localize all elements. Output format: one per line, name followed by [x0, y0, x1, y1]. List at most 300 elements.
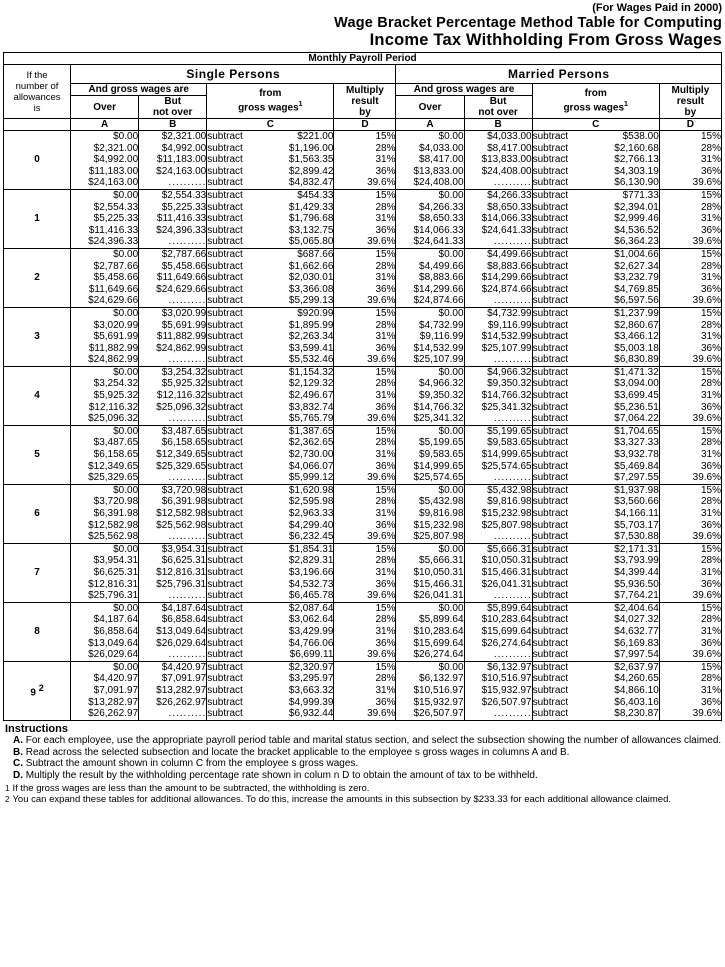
cell-notover: $7,091.97 [161, 673, 207, 685]
cell-over: $24,874.66 [413, 295, 464, 307]
cell-notover: $14,299.66 [481, 272, 532, 284]
col-d [659, 248, 721, 307]
cell-subtract: subtract $1,237.99 [532, 307, 659, 319]
cell-rate: 28% [700, 260, 721, 272]
cell-rate: 15% [700, 602, 721, 614]
cell-rate: 36% [375, 519, 396, 531]
instructions-block [3, 724, 722, 782]
cell-subtract: subtract $6,169.83 [532, 637, 659, 649]
table-row [4, 543, 722, 602]
cell-notover: $26,507.97 [481, 696, 532, 708]
cell-subtract: subtract $2,595.98 [207, 496, 334, 508]
cell-subtract: subtract $920.99 [207, 307, 334, 319]
single-over-header: Over [71, 96, 139, 119]
cell-subtract: subtract $4,866.10 [532, 684, 659, 696]
cell-rate: 28% [700, 142, 721, 154]
cell-over: $3,487.65 [93, 437, 139, 449]
cell-notover: $3,487.65 [161, 425, 207, 437]
cell-rate: 31% [375, 331, 396, 343]
cell-rate: 36% [375, 283, 396, 295]
cell-rate: 15% [375, 661, 396, 673]
cell-notover: $25,796.31 [156, 578, 207, 590]
cell-subtract: subtract $2,829.31 [207, 555, 334, 567]
cell-subtract: subtract $3,295.97 [207, 673, 334, 685]
cell-over: $24,163.00 [88, 177, 139, 189]
cell-subtract: subtract $3,366.08 [207, 283, 334, 295]
col-a [396, 131, 464, 190]
cell-notover-dots: .......... [168, 590, 207, 602]
cell-subtract: subtract $6,130.90 [532, 177, 659, 189]
cell-rate: 28% [700, 614, 721, 626]
col-a [396, 425, 464, 484]
table-row [4, 425, 722, 484]
col-letter-single-b: B [139, 119, 207, 131]
table-row [4, 661, 722, 720]
cell-notover: $6,391.98 [161, 496, 207, 508]
cell-over: $25,329.65 [88, 472, 139, 484]
cell-notover: $26,029.64 [156, 637, 207, 649]
cell-rate: 15% [375, 484, 396, 496]
allowance-count: 2 [4, 248, 71, 307]
cell-rate: 15% [375, 602, 396, 614]
cell-notover: $14,066.33 [481, 213, 532, 225]
cell-subtract: subtract $6,699.11 [207, 649, 334, 661]
cell-subtract: subtract $3,663.32 [207, 684, 334, 696]
col-d [334, 543, 396, 602]
cell-over: $4,266.33 [419, 201, 464, 213]
cell-notover: $4,499.66 [487, 248, 532, 260]
cell-subtract: subtract $2,627.34 [532, 260, 659, 272]
col-letter-single-a: A [71, 119, 139, 131]
col-a [396, 307, 464, 366]
cell-over: $15,699.64 [413, 637, 464, 649]
header-line-year: (For Wages Paid in 2000) [592, 2, 722, 14]
cell-notover: $12,582.98 [156, 508, 207, 519]
cell-rate: 36% [375, 224, 396, 236]
col-a [71, 484, 139, 543]
cell-notover: $6,158.65 [161, 437, 207, 449]
cell-rate: 28% [700, 437, 721, 449]
cell-subtract: subtract $1,429.33 [207, 201, 334, 213]
cell-notover: $26,274.64 [481, 637, 532, 649]
cell-over: $0.00 [113, 661, 139, 673]
cell-over: $13,282.97 [88, 696, 139, 708]
cell-subtract: subtract $3,062.64 [207, 614, 334, 626]
cell-rate: 36% [375, 637, 396, 649]
cell-over: $11,649.66 [88, 283, 139, 295]
col-c [532, 131, 659, 190]
cell-over: $6,158.65 [93, 449, 139, 461]
cell-rate: 36% [700, 401, 721, 413]
cell-subtract: subtract $4,399.44 [532, 566, 659, 578]
cell-notover-dots: .......... [168, 354, 207, 366]
cell-subtract: subtract $4,260.65 [532, 673, 659, 685]
cell-over: $12,582.98 [88, 519, 139, 531]
col-d [334, 248, 396, 307]
cell-rate: 28% [700, 378, 721, 390]
col-d [659, 425, 721, 484]
cell-notover: $24,629.66 [156, 283, 207, 295]
cell-rate: 36% [700, 165, 721, 177]
cell-over: $12,349.65 [88, 460, 139, 472]
cell-over: $15,466.31 [413, 578, 464, 590]
cell-over: $4,420.97 [93, 673, 139, 685]
instruction-item: B. Read across the selected subsection and locate the bracket applicable to the employee s gross wages in columns A and B. [13, 746, 570, 758]
cell-subtract: subtract $5,999.12 [207, 472, 334, 484]
cell-notover: $5,925.32 [161, 378, 207, 390]
allowance-count: 9 $^2$ [4, 661, 71, 720]
col-c [207, 602, 334, 661]
cell-subtract: subtract $6,597.56 [532, 295, 659, 307]
allowance-count: 6 [4, 484, 71, 543]
cell-notover: $11,416.33 [156, 213, 207, 225]
cell-rate: 39.6% [367, 236, 396, 248]
cell-subtract: subtract $7,064.22 [532, 413, 659, 425]
col-d [659, 602, 721, 661]
header-line-title1: Wage Bracket Percentage Method Table for Computing [334, 15, 722, 31]
cell-over: $0.00 [113, 484, 139, 496]
col-c [532, 543, 659, 602]
cell-subtract: subtract $2,860.67 [532, 319, 659, 331]
cell-over: $13,833.00 [413, 165, 464, 177]
cell-notover-dots: .......... [493, 177, 532, 189]
cell-over: $0.00 [113, 425, 139, 437]
cell-subtract: subtract $5,003.18 [532, 342, 659, 354]
cell-rate: 31% [375, 154, 396, 166]
cell-over: $5,432.98 [419, 496, 464, 508]
cell-over: $2,554.33 [93, 201, 139, 213]
cell-over: $11,882.99 [88, 342, 139, 354]
cell-over: $10,283.64 [413, 625, 464, 637]
col-b [139, 248, 207, 307]
cell-over: $24,629.66 [88, 295, 139, 307]
cell-notover: $25,329.65 [156, 460, 207, 472]
cell-notover: $9,350.32 [487, 378, 532, 390]
cell-subtract: subtract $5,936.50 [532, 578, 659, 590]
cell-over: $25,796.31 [88, 590, 139, 602]
cell-notover: $13,049.64 [156, 625, 207, 637]
cell-rate: 28% [700, 319, 721, 331]
cell-notover: $13,282.97 [156, 684, 207, 696]
cell-rate: 31% [375, 566, 396, 578]
col-a [71, 661, 139, 720]
cell-subtract: subtract $1,196.00 [207, 142, 334, 154]
cell-notover: $12,816.31 [156, 566, 207, 578]
cell-subtract: subtract $3,793.99 [532, 555, 659, 567]
col-a [71, 248, 139, 307]
cell-subtract: subtract $3,094.00 [532, 378, 659, 390]
cell-notover: $10,516.97 [481, 673, 532, 685]
single-notover-header: But not over [139, 96, 207, 119]
cell-over: $5,666.31 [419, 555, 464, 567]
col-c [207, 543, 334, 602]
col-b [464, 307, 532, 366]
col-b [464, 366, 532, 425]
cell-rate: 36% [375, 401, 396, 413]
cell-notover-dots: .......... [493, 590, 532, 602]
cell-notover: $2,554.33 [161, 189, 207, 201]
instruction-item: C. Subtract the amount shown in column C from the employee s gross wages. [13, 758, 359, 770]
empty-corner [4, 119, 71, 131]
cell-over: $9,583.65 [419, 449, 464, 461]
cell-subtract: subtract $6,932.44 [207, 708, 334, 720]
cell-subtract: subtract $5,765.79 [207, 413, 334, 425]
cell-rate: 28% [700, 496, 721, 508]
cell-over: $0.00 [113, 131, 139, 142]
group-header-single: Single Persons [71, 65, 396, 84]
col-letter-single-d: D [334, 119, 396, 131]
cell-subtract: subtract $3,932.78 [532, 449, 659, 461]
cell-notover: $12,349.65 [156, 449, 207, 461]
cell-notover: $3,020.99 [161, 307, 207, 319]
cell-subtract: subtract $2,320.97 [207, 661, 334, 673]
col-d [659, 307, 721, 366]
cell-rate: 36% [700, 578, 721, 590]
col-b [464, 661, 532, 720]
cell-notover: $15,466.31 [481, 566, 532, 578]
col-b [139, 366, 207, 425]
single-from-header: from gross wages$^1$ [207, 84, 334, 119]
cell-rate: 31% [700, 272, 721, 284]
cell-notover-dots: .......... [493, 531, 532, 543]
cell-subtract: subtract $4,299.40 [207, 519, 334, 531]
cell-over: $4,033.00 [419, 142, 464, 154]
col-b [464, 484, 532, 543]
table-row [4, 366, 722, 425]
cell-subtract: subtract $2,899.42 [207, 165, 334, 177]
col-a [71, 307, 139, 366]
allowance-count: 3 [4, 307, 71, 366]
cell-rate: 39.6% [692, 295, 721, 307]
cell-rate: 31% [375, 272, 396, 284]
cell-notover: $15,932.97 [481, 684, 532, 696]
cell-rate: 36% [700, 519, 721, 531]
col-c [532, 189, 659, 248]
cell-notover: $11,183.00 [156, 154, 207, 166]
cell-rate: 39.6% [367, 649, 396, 661]
cell-over: $6,132.97 [419, 673, 464, 685]
col-c [207, 484, 334, 543]
cell-notover-dots: .......... [493, 472, 532, 484]
cell-subtract: subtract $2,496.67 [207, 390, 334, 402]
allowance-count: 5 [4, 425, 71, 484]
cell-notover-dots: .......... [493, 236, 532, 248]
cell-notover: $11,882.99 [156, 331, 207, 343]
cell-subtract: subtract $687.66 [207, 248, 334, 260]
cell-subtract: subtract $5,299.13 [207, 295, 334, 307]
married-multiply-header: Multiply result by [659, 84, 721, 119]
cell-rate: 36% [700, 283, 721, 295]
payroll-period-row [4, 53, 722, 65]
cell-subtract: subtract $2,129.32 [207, 378, 334, 390]
allowance-count: 4 [4, 366, 71, 425]
allowances-header: If the number of allowances is [4, 65, 71, 119]
cell-subtract: subtract $771.33 [532, 189, 659, 201]
cell-over: $4,499.66 [419, 260, 464, 272]
col-letter-married-b: B [464, 119, 532, 131]
cell-over: $14,766.32 [413, 401, 464, 413]
cell-rate: 31% [700, 508, 721, 519]
col-d [334, 189, 396, 248]
married-notover-header: But not over [464, 96, 532, 119]
cell-rate: 31% [700, 213, 721, 225]
cell-rate: 31% [700, 449, 721, 461]
instruction-item: D. Multiply the result by the withholding percentage rate shown in colum n D to obtain the amount of tax to be withheld. [13, 769, 538, 781]
cell-subtract: subtract $7,297.55 [532, 472, 659, 484]
cell-notover: $25,107.99 [481, 342, 532, 354]
cell-subtract: subtract $2,087.64 [207, 602, 334, 614]
cell-subtract: subtract $2,394.01 [532, 201, 659, 213]
cell-over: $24,641.33 [413, 236, 464, 248]
cell-over: $15,232.98 [413, 519, 464, 531]
cell-over: $10,050.31 [413, 566, 464, 578]
cell-rate: 39.6% [692, 177, 721, 189]
cell-rate: 39.6% [692, 649, 721, 661]
allowance-count: 0 [4, 131, 71, 190]
cell-notover: $3,954.31 [161, 543, 207, 555]
cell-over: $26,029.64 [88, 649, 139, 661]
cell-subtract: subtract $2,730.00 [207, 449, 334, 461]
cell-rate: 15% [375, 307, 396, 319]
footnote: 2 You can expand these tables for additional allowances. To do this, increase the amounts in this subsection by $233.33 for each additional allowance claimed. [5, 794, 672, 806]
cell-notover: $25,096.32 [156, 401, 207, 413]
cell-subtract: subtract $2,263.34 [207, 331, 334, 343]
table-row [4, 131, 722, 190]
cell-over: $0.00 [438, 248, 464, 260]
cell-over: $14,999.65 [413, 460, 464, 472]
cell-notover: $2,321.00 [161, 131, 207, 142]
cell-over: $25,096.32 [88, 413, 139, 425]
cell-rate: 39.6% [692, 354, 721, 366]
cell-rate: 36% [375, 165, 396, 177]
cell-notover: $5,225.33 [161, 201, 207, 213]
col-c [532, 425, 659, 484]
cell-over: $2,787.66 [93, 260, 139, 272]
cell-over: $7,091.97 [93, 684, 139, 696]
cell-notover: $8,650.33 [487, 201, 532, 213]
cell-subtract: subtract $5,236.51 [532, 401, 659, 413]
single-gross-wages-header: And gross wages are [71, 84, 207, 96]
cell-subtract: subtract $3,699.45 [532, 390, 659, 402]
cell-rate: 28% [375, 201, 396, 213]
single-multiply-header: Multiply result by [334, 84, 396, 119]
cell-subtract: subtract $4,532.73 [207, 578, 334, 590]
col-a [71, 543, 139, 602]
cell-rate: 28% [375, 319, 396, 331]
cell-notover: $12,116.32 [156, 390, 207, 402]
cell-over: $3,720.98 [93, 496, 139, 508]
cell-over: $9,816.98 [419, 508, 464, 519]
col-a [396, 189, 464, 248]
col-letter-married-c: C [532, 119, 659, 131]
cell-notover: $5,458.66 [161, 260, 207, 272]
cell-over: $0.00 [438, 189, 464, 201]
cell-notover: $24,408.00 [481, 165, 532, 177]
cell-over: $5,899.64 [419, 614, 464, 626]
cell-rate: 28% [375, 378, 396, 390]
cell-notover-dots: .......... [493, 295, 532, 307]
cell-rate: 39.6% [692, 708, 721, 720]
cell-subtract: subtract $3,132.75 [207, 224, 334, 236]
cell-subtract: subtract $2,362.65 [207, 437, 334, 449]
cell-over: $8,417.00 [419, 154, 464, 166]
cell-subtract: subtract $3,832.74 [207, 401, 334, 413]
col-c [207, 425, 334, 484]
col-a [71, 602, 139, 661]
col-c [207, 366, 334, 425]
cell-notover: $25,341.32 [481, 401, 532, 413]
cell-rate: 31% [375, 625, 396, 637]
cell-notover: $25,562.98 [156, 519, 207, 531]
col-d [659, 189, 721, 248]
cell-rate: 15% [700, 307, 721, 319]
cell-rate: 28% [375, 614, 396, 626]
cell-over: $0.00 [113, 189, 139, 201]
group-header-row [4, 65, 722, 84]
cell-subtract: subtract $3,327.33 [532, 437, 659, 449]
cell-rate: 36% [700, 637, 721, 649]
cell-rate: 15% [700, 189, 721, 201]
col-d [659, 484, 721, 543]
cell-notover: $8,417.00 [487, 142, 532, 154]
cell-over: $6,625.31 [93, 566, 139, 578]
cell-subtract: subtract $1,563.35 [207, 154, 334, 166]
cell-over: $25,562.98 [88, 531, 139, 543]
cell-notover: $24,874.66 [481, 283, 532, 295]
cell-over: $0.00 [438, 425, 464, 437]
cell-notover: $14,532.99 [481, 331, 532, 343]
cell-subtract: subtract $4,303.19 [532, 165, 659, 177]
cell-subtract: subtract $1,471.32 [532, 366, 659, 378]
cell-notover-dots: .......... [168, 472, 207, 484]
cell-subtract: subtract $2,030.01 [207, 272, 334, 284]
cell-subtract: subtract $6,465.78 [207, 590, 334, 602]
cell-subtract: subtract $538.00 [532, 131, 659, 142]
cell-notover: $25,807.98 [481, 519, 532, 531]
cell-over: $14,066.33 [413, 224, 464, 236]
cell-over: $0.00 [113, 543, 139, 555]
cell-over: $14,299.66 [413, 283, 464, 295]
col-c [532, 307, 659, 366]
cell-rate: 39.6% [692, 472, 721, 484]
cell-rate: 28% [700, 201, 721, 213]
col-a [71, 189, 139, 248]
cell-over: $5,925.32 [93, 390, 139, 402]
col-b [464, 602, 532, 661]
cell-over: $26,274.64 [413, 649, 464, 661]
cell-notover: $11,649.66 [156, 272, 207, 284]
col-a [71, 425, 139, 484]
cell-notover: $4,992.00 [161, 142, 207, 154]
document-header [3, 2, 722, 50]
cell-notover: $4,266.33 [487, 189, 532, 201]
cell-over: $5,458.66 [93, 272, 139, 284]
cell-rate: 39.6% [367, 177, 396, 189]
table-row [4, 484, 722, 543]
cell-subtract: subtract $7,997.54 [532, 649, 659, 661]
cell-subtract: subtract $4,766.06 [207, 637, 334, 649]
col-d [334, 602, 396, 661]
col-b [464, 131, 532, 190]
col-letter-married-a: A [396, 119, 464, 131]
cell-notover-dots: .......... [493, 649, 532, 661]
col-d [659, 131, 721, 190]
col-b [464, 425, 532, 484]
cell-rate: 28% [375, 142, 396, 154]
cell-notover: $10,283.64 [481, 614, 532, 626]
cell-notover: $24,163.00 [156, 165, 207, 177]
payroll-period-label: Monthly Payroll Period [4, 53, 722, 65]
